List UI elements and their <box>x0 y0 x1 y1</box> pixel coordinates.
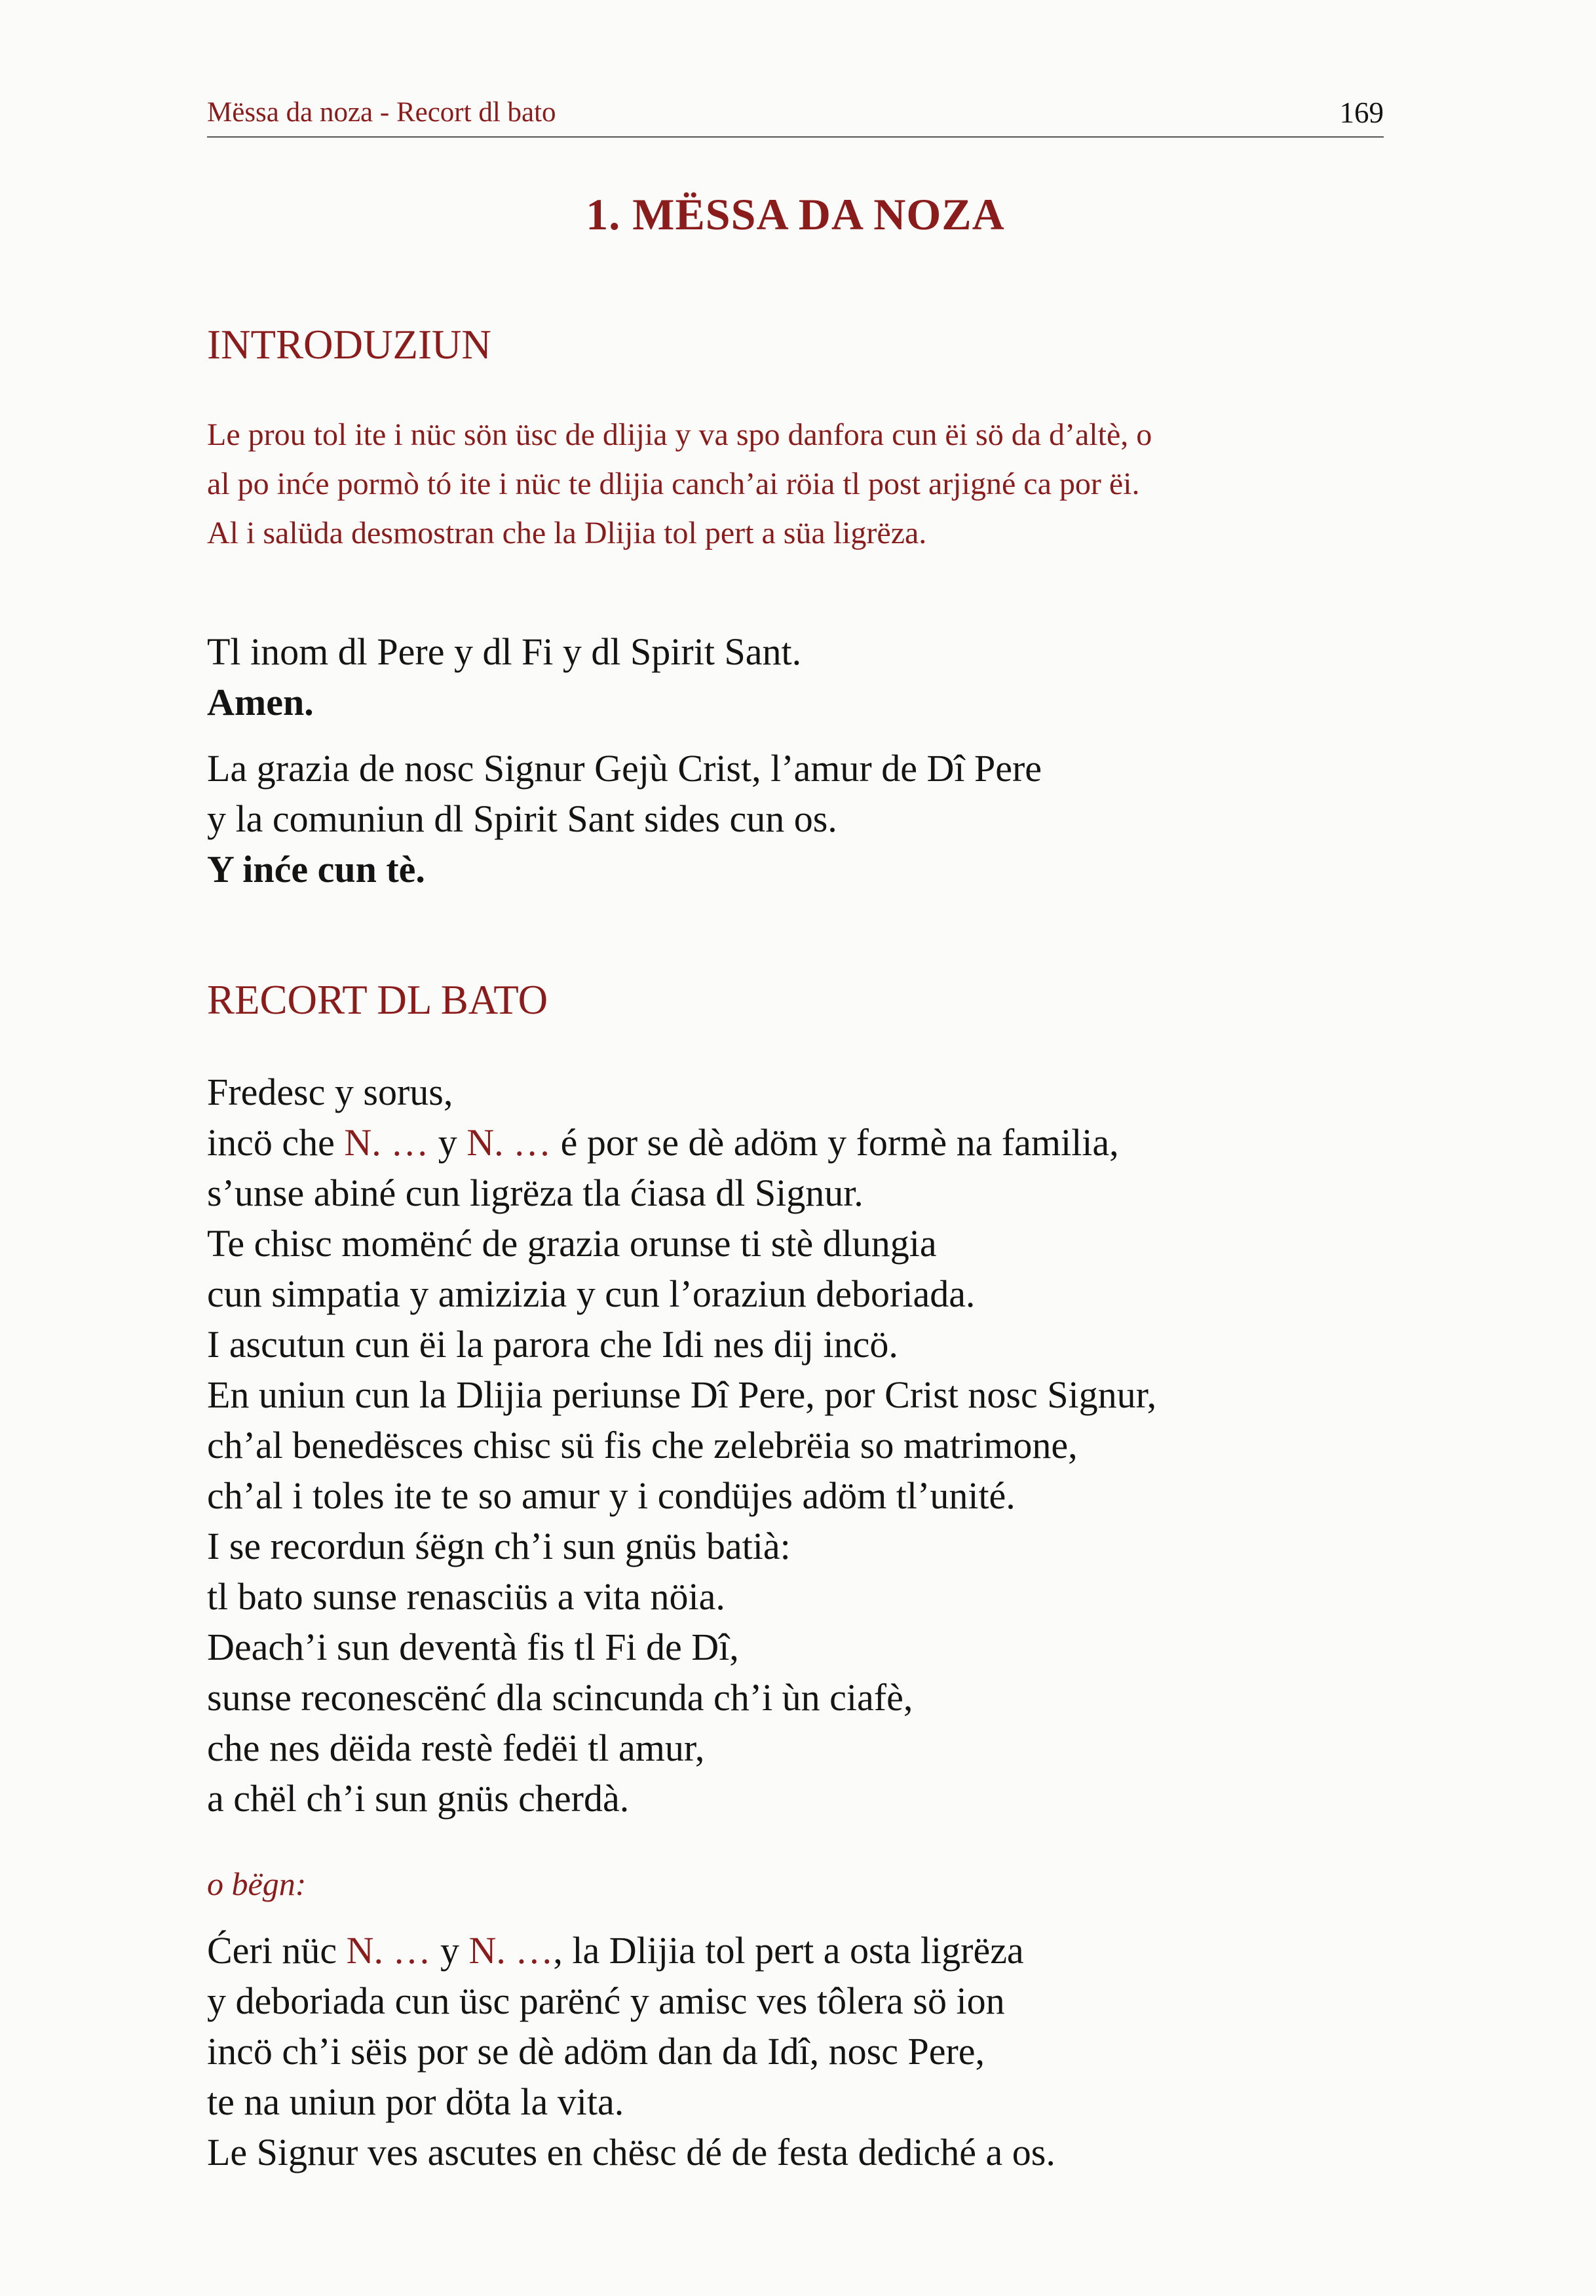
text-segment: y <box>428 1121 467 1164</box>
text-line: I ascutun cun ëi la parora che Idi nes dij incö. <box>207 1323 898 1366</box>
text-line: Deach’i sun deventà fis tl Fi de Dî, <box>207 1626 739 1668</box>
running-title: Mëssa da noza - Recort dl bato <box>207 97 556 128</box>
rubric-line: Le prou tol ite i nüc sön üsc de dlijia y va spo danfora cun ëi sö da d’altè, o <box>207 417 1152 452</box>
text-line: I se recordun śëgn ch’i sun gnüs batià: <box>207 1525 791 1567</box>
text-line: En uniun cun la Dlijia periunse Dî Pere, por Crist nosc Signur, <box>207 1373 1157 1416</box>
text-line-with-names <box>207 1925 1384 1976</box>
rubric-line: al po inće pormò tó ite i nüc te dlijia canch’ai röia tl post arjigné ca por ëi. <box>207 467 1140 501</box>
text-line: incö ch’i sëis por se dè adöm dan da Idî, nosc Pere, <box>207 2030 985 2073</box>
grace-line: y la comuniun dl Spirit Sant sides cun os. <box>207 797 837 840</box>
invocation-line: Tl inom dl Pere y dl Fi y dl Spirit Sant. <box>207 630 802 673</box>
text-segment: incö che <box>207 1121 345 1164</box>
running-header <box>207 93 1384 138</box>
text-segment: é por se dè adöm y formè na familia, <box>551 1121 1119 1164</box>
text-line: te na uniun por döta la vita. <box>207 2080 624 2123</box>
section-heading-introduziun: INTRODUZIUN <box>207 322 491 368</box>
text-line: sunse reconescënć dla scincunda ch’i ùn ciafè, <box>207 1676 913 1719</box>
text-line: y deboriada cun üsc parënć y amisc ves tôlera sö ion <box>207 1980 1005 2022</box>
text-line: ch’al benedësces chisc sü fis che zelebrëia so matrimone, <box>207 1424 1078 1466</box>
introduction-rubric <box>207 410 1384 558</box>
text-line: che nes dëida restè fedëi tl amur, <box>207 1727 705 1769</box>
text-segment: Ćeri nüc <box>207 1929 347 1972</box>
response-line: Y inće cun tè. <box>207 848 425 890</box>
text-line: tl bato sunse renasciüs a vita nöia. <box>207 1575 725 1618</box>
recort-text <box>207 1067 1384 1824</box>
name-placeholder: N. … <box>468 1929 554 1972</box>
text-segment: , la Dlijia tol pert a osta ligrëza <box>553 1929 1024 1972</box>
grace-line: La grazia de nosc Signur Gejù Crist, l’amur de Dî Pere <box>207 747 1042 790</box>
text-line: cun simpatia y amizizia y cun l’oraziun deboriada. <box>207 1272 976 1315</box>
alternative-text <box>207 1925 1384 2177</box>
name-placeholder: N. … <box>344 1121 429 1164</box>
book-page <box>207 0 1384 2296</box>
alternative-label: o bëgn: <box>207 1866 307 1902</box>
response-amen: Amen. <box>207 681 314 723</box>
name-placeholder: N. … <box>346 1929 431 1972</box>
text-line: Fredesc y sorus, <box>207 1071 453 1113</box>
text-line: Te chisc momënć de grazia orunse ti stè dlungia <box>207 1222 937 1265</box>
text-line: s’unse abiné cun ligrëza tla ćiasa dl Signur. <box>207 1172 864 1214</box>
section-heading-recort-dl-bato: RECORT DL BATO <box>207 977 548 1023</box>
page-number: 169 <box>1339 96 1384 129</box>
chapter-title: 1. MËSSA DA NOZA <box>586 189 1005 239</box>
name-placeholder: N. … <box>466 1121 552 1164</box>
trinitarian-greeting <box>207 626 1384 727</box>
text-line-with-names <box>207 1117 1384 1168</box>
text-segment: y <box>430 1929 469 1972</box>
grace-greeting <box>207 743 1384 894</box>
text-line: ch’al i toles ite te so amur y i condüjes adöm tl’unité. <box>207 1474 1016 1517</box>
text-line: Le Signur ves ascutes en chësc dé de festa dediché a os. <box>207 2131 1055 2173</box>
rubric-line: Al i salüda desmostran che la Dlijia tol pert a süa ligrëza. <box>207 516 927 550</box>
text-line: a chël ch’i sun gnüs cherdà. <box>207 1777 630 1820</box>
